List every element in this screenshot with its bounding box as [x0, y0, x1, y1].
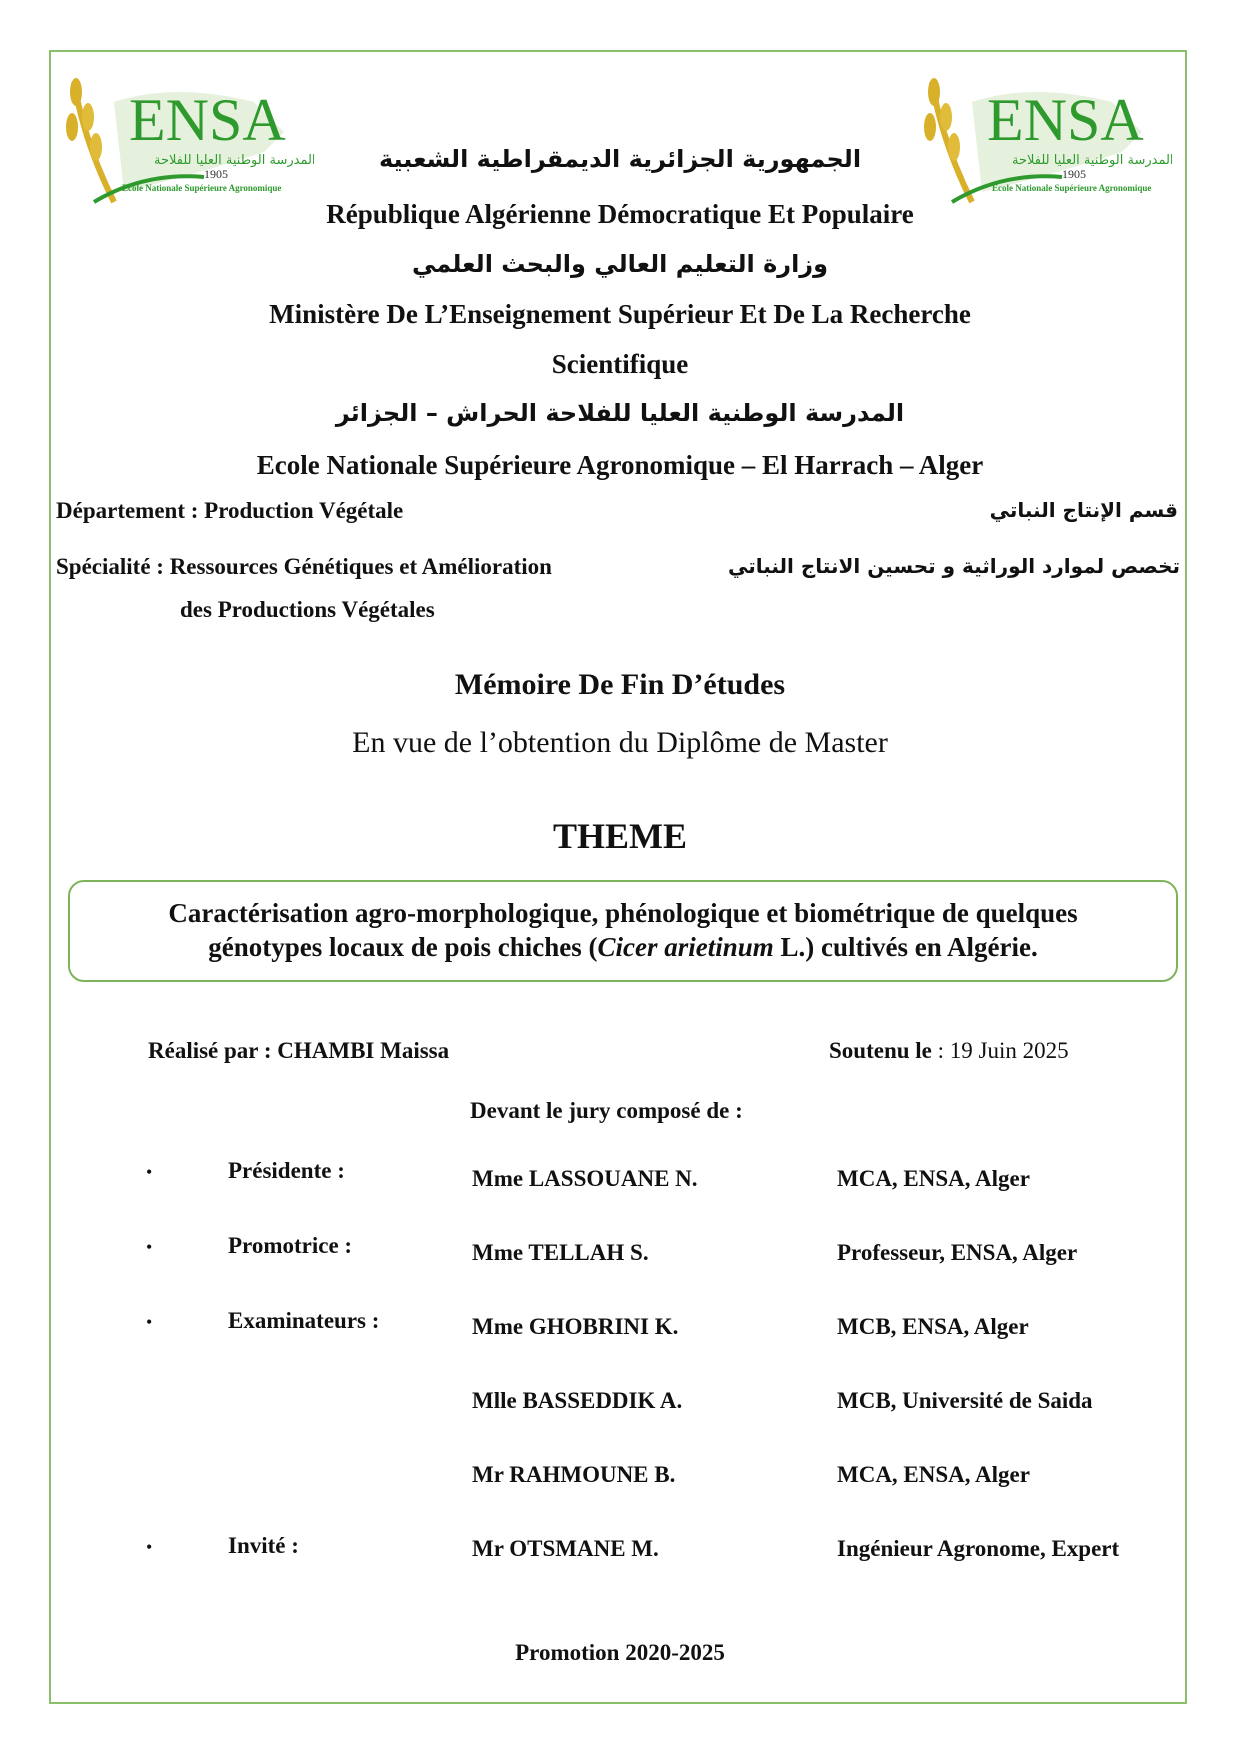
- school-arabic: المدرسة الوطنية العليا للفلاحة الحراش – الجزائر: [335, 399, 905, 427]
- defense-date: Soutenu le : 19 Juin 2025: [829, 1038, 1069, 1063]
- jury-heading: Devant le jury composé de :: [470, 1098, 743, 1123]
- department-french: Département : Production Végétale: [56, 498, 404, 523]
- theme-box: [68, 880, 1178, 982]
- republic-french: République Algérienne Démocratique Et Populaire: [326, 199, 914, 229]
- svg-text:1905: 1905: [1062, 167, 1086, 181]
- jury-bullet: •: [146, 1237, 153, 1257]
- ensa-logo-right: [912, 62, 1172, 212]
- theme-title-line2: génotypes locaux de pois chiches (Cicer arietinum L.) cultivés en Algérie.: [208, 932, 1038, 962]
- jury-bullet: •: [146, 1537, 153, 1557]
- svg-text:1905: 1905: [204, 167, 228, 181]
- jury-role: Présidente :: [228, 1158, 345, 1183]
- republic-arabic: الجمهورية الجزائرية الديمقراطية الشعبية: [378, 145, 862, 173]
- logo-acronym-right: ENSA: [987, 87, 1144, 153]
- ministry-arabic: وزارة التعليم العالي والبحث العلمي: [411, 250, 829, 278]
- ensa-logo-left: [54, 62, 314, 212]
- svg-text:Ecole Nationale Supérieure Agr: Ecole Nationale Supérieure Agronomique: [122, 183, 282, 193]
- jury-affiliation: MCB, ENSA, Alger: [837, 1314, 1029, 1339]
- jury-affiliation: MCB, Université de Saida: [837, 1388, 1093, 1413]
- jury-name: Mme TELLAH S.: [472, 1240, 649, 1265]
- ensa-logo-graphic: [912, 62, 1172, 212]
- svg-text:المدرسة الوطنية العليا للفلاحة: المدرسة الوطنية العليا للفلاحة: [154, 153, 314, 168]
- department-arabic: قسم الإنتاج النباتي: [989, 498, 1178, 522]
- author-label: Réalisé par : CHAMBI Maissa: [148, 1038, 450, 1063]
- speciality-french-line2: des Productions Végétales: [180, 597, 435, 622]
- ensa-logo-graphic: [54, 62, 314, 212]
- memoire-title: Mémoire De Fin D’études: [454, 668, 786, 701]
- jury-affiliation: Professeur, ENSA, Alger: [837, 1240, 1078, 1265]
- species-name: Cicer arietinum: [597, 932, 774, 962]
- jury-name: Mlle BASSEDDIK A.: [472, 1388, 683, 1413]
- jury-bullet: •: [146, 1312, 153, 1332]
- memoire-subtitle: En vue de l’obtention du Diplôme de Master: [352, 726, 888, 759]
- logo-acronym-left: ENSA: [129, 87, 286, 153]
- jury-affiliation: MCA, ENSA, Alger: [837, 1462, 1030, 1487]
- jury-bullet: •: [146, 1162, 153, 1182]
- school-french: Ecole Nationale Supérieure Agronomique – El Harrach – Alger: [256, 450, 984, 480]
- ministry-french-line1: Ministère De L’Enseignement Supérieur Et De La Recherche: [269, 299, 971, 329]
- jury-role: Invité :: [228, 1533, 299, 1558]
- promotion: Promotion 2020-2025: [515, 1640, 725, 1665]
- speciality-arabic: تخصص لموارد الوراثية و تحسين الانتاج النباتي: [727, 554, 1180, 578]
- jury-role: Examinateurs :: [228, 1308, 380, 1333]
- jury-name: Mr RAHMOUNE B.: [472, 1462, 676, 1487]
- speciality-french-line1: Spécialité : Ressources Génétiques et Amélioration: [56, 554, 552, 579]
- jury-name: Mme GHOBRINI K.: [472, 1314, 679, 1339]
- theme-title-line1: Caractérisation agro-morphologique, phénologique et biométrique de quelques: [168, 898, 1078, 928]
- jury-affiliation: Ingénieur Agronome, Expert: [837, 1536, 1120, 1561]
- theme-heading: THEME: [552, 816, 687, 856]
- svg-text:Ecole Nationale Supérieure Agr: Ecole Nationale Supérieure Agronomique: [992, 183, 1152, 193]
- jury-affiliation: MCA, ENSA, Alger: [837, 1166, 1030, 1191]
- ministry-french-line2: Scientifique: [551, 349, 689, 379]
- jury-role: Promotrice :: [228, 1233, 353, 1258]
- jury-name: Mme LASSOUANE N.: [472, 1166, 698, 1191]
- jury-name: Mr OTSMANE M.: [472, 1536, 659, 1561]
- svg-text:المدرسة الوطنية العليا للفلاحة: المدرسة الوطنية العليا للفلاحة: [1012, 153, 1172, 168]
